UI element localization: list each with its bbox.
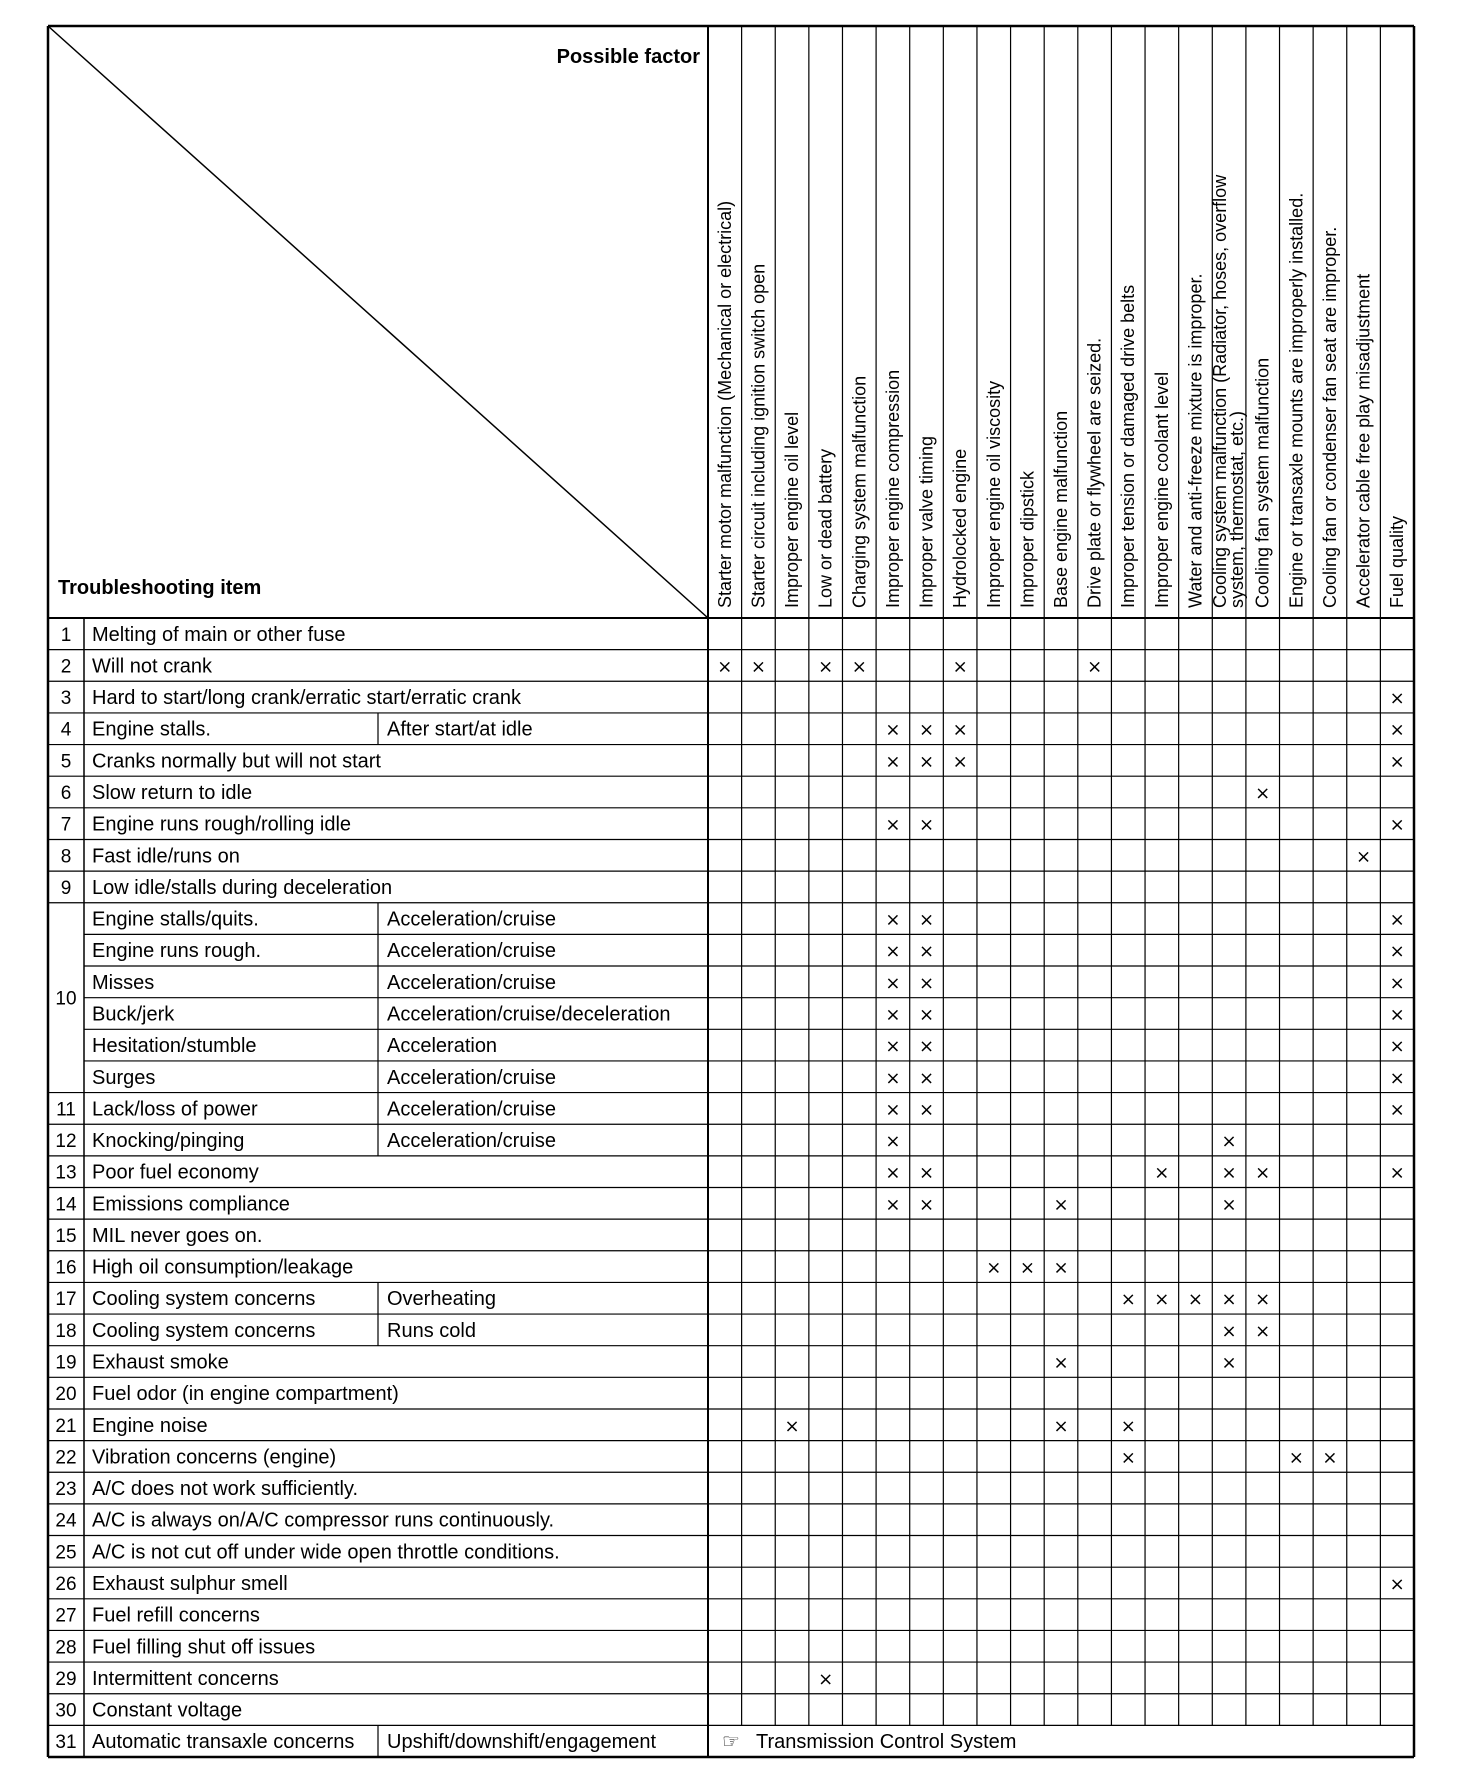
factor-mark: × [885,1131,901,1153]
factor-mark: × [1221,1289,1237,1311]
factor-mark: × [1389,1162,1405,1184]
row-item: Cooling system concerns [92,1288,316,1311]
factor-label-13 [1118,285,1138,608]
factor-mark: × [1288,1447,1304,1469]
table-row [55,1320,1270,1342]
table-row [61,845,1371,867]
factor-mark: × [1154,1289,1170,1311]
factor-mark: × [1053,1257,1069,1279]
factor-label-20 [1354,274,1374,608]
row-item: Automatic transaxle concerns [92,1731,355,1754]
row-item: Intermittent concerns [92,1667,279,1690]
factor-mark: × [918,909,935,931]
factor-mark: × [851,656,867,678]
factor-mark: × [885,1099,901,1121]
factor-label-text: Cooling system malfunction (Radiator, hoses, overflow [1210,174,1231,608]
row-condition: Acceleration/cruise [387,971,556,994]
factor-label-9 [984,381,1004,608]
table-row [61,655,1102,677]
row-item: Exhaust sulphur smell [92,1572,288,1595]
row-number: 28 [55,1637,77,1659]
row-number: 18 [55,1320,77,1342]
factor-mark: × [1053,1415,1069,1437]
factor-mark: × [1389,1099,1405,1121]
factor-label-11 [1051,411,1071,608]
table-row [55,1731,1016,1753]
table-row [61,814,1405,836]
factor-label-17 [1253,358,1273,608]
table-row [55,1636,315,1658]
table-row [55,1573,1404,1595]
row-number: 23 [55,1479,77,1501]
factor-mark: × [1389,972,1405,994]
row-item: Knocking/pinging [92,1130,245,1153]
factor-label-text: Improper engine compression [882,369,903,608]
row-number: 4 [60,719,72,741]
row-condition: Acceleration [387,1035,498,1058]
row-number: 31 [55,1732,77,1754]
factor-mark: × [885,751,901,773]
row-number: 19 [55,1352,77,1374]
row-number: 1 [60,624,72,646]
row-number: 17 [55,1289,77,1311]
factor-label-text: Charging system malfunction [849,375,870,608]
row-item: Fuel odor (in engine compartment) [92,1383,399,1406]
factor-mark: × [885,1162,901,1184]
table-row [61,687,1405,709]
factor-label-text: Improper dipstick [1017,470,1038,608]
row-item: Engine stalls. [92,718,211,741]
factor-mark: × [885,941,901,963]
row-number: 20 [55,1384,77,1406]
row-item: A/C is not cut off under wide open throttle conditions. [92,1541,560,1564]
factor-mark: × [918,972,935,994]
factor-mark: × [818,656,834,678]
factor-label-text: Improper engine oil viscosity [983,380,1004,608]
factor-mark: × [918,1004,935,1026]
factor-label-12 [1085,338,1105,608]
factor-label-text: Base engine malfunction [1051,410,1071,608]
row-item: Misses [92,971,155,994]
factor-mark: × [918,719,935,741]
row-condition: Acceleration/cruise [387,1098,556,1121]
row-item: A/C does not work sufficiently. [92,1478,359,1501]
factor-mark: × [1187,1289,1204,1311]
factor-mark: × [1389,719,1405,741]
factor-mark: × [750,656,766,678]
row-item: Cranks normally but will not start [92,750,381,773]
factor-mark: × [1255,1320,1271,1342]
row-item: Exhaust smoke [92,1351,229,1374]
table-row [92,1067,1405,1089]
factor-label-text: Improper tension or damaged drive belts [1118,284,1139,608]
factor-label-text: Starter circuit including ignition switch open [748,263,769,608]
factor-mark: × [1019,1257,1035,1279]
row-item: Buck/jerk [92,1003,175,1026]
factor-mark: × [952,656,968,678]
row-item: Melting of main or other fuse [92,623,346,646]
row-number: 11 [56,1099,76,1121]
factor-label-text: Accelerator cable free play misadjustment [1353,273,1374,608]
factor-label-text: Water and anti-freeze mixture is improper. [1185,273,1206,608]
factor-label-4 [816,449,836,608]
factor-mark: × [885,1067,901,1089]
row-number: 16 [55,1257,77,1279]
row-item: Will not crank [92,655,213,678]
row-item: A/C is always on/A/C compressor runs continuously. [92,1509,555,1532]
factor-mark: × [952,719,968,741]
table-row [92,940,1405,962]
table-row [55,1352,1236,1374]
factor-label-15 [1185,274,1205,608]
factor-label-6 [883,370,903,608]
row-number: 29 [55,1668,77,1690]
factor-label-10 [1017,470,1037,608]
row-item: Cooling system concerns [92,1319,316,1342]
row-condition: Acceleration/cruise [387,1130,556,1153]
row-item: Slow return to idle [92,782,253,805]
factor-mark: × [885,719,901,741]
row-number: 5 [60,751,72,773]
table-row [92,1035,1405,1057]
factor-mark: × [1322,1447,1338,1469]
factor-mark: × [1120,1447,1136,1469]
possible-factor-label: Possible factor [556,46,700,68]
table-row [55,1257,1068,1279]
row-number: 30 [55,1700,77,1722]
table-row [61,719,1405,741]
factor-mark: × [918,1194,935,1216]
row-item: Constant voltage [92,1699,243,1722]
table-row [56,1098,1405,1120]
row-number: 2 [60,656,72,678]
factor-mark: × [1154,1162,1170,1184]
factor-mark: × [717,656,733,678]
factor-mark: × [1053,1194,1069,1216]
table-row [55,1225,262,1247]
table-row [55,1668,833,1690]
row-number: 6 [60,783,72,805]
factor-mark: × [885,814,901,836]
row-item: Hesitation/stumble [92,1035,257,1058]
table-row [92,972,1405,994]
factor-mark: × [885,909,901,931]
row-condition: Acceleration/cruise [387,908,556,931]
factor-mark: × [1389,941,1405,963]
factor-mark: × [1389,1573,1405,1595]
row-number: 8 [60,846,72,868]
table-row [92,1003,1405,1025]
factor-mark: × [1221,1320,1237,1342]
row-item: Emissions compliance [92,1193,290,1216]
factor-label-text: Engine or transaxle mounts are improperly installed. [1286,192,1307,608]
factor-mark: × [986,1257,1002,1279]
factor-mark: × [818,1668,834,1690]
factor-mark: × [1087,656,1103,678]
row-item: Lack/loss of power [92,1098,258,1121]
factor-label-text: system, thermostat, etc.) [1227,410,1248,608]
factor-label-3 [782,412,802,608]
factor-label-text: Improper engine coolant level [1151,371,1172,608]
row-item: Fast idle/runs on [92,845,240,868]
row-item: Surges [92,1066,156,1089]
factor-label-1 [715,201,735,608]
table-row [55,1478,358,1500]
table-row [55,1541,559,1563]
factor-mark: × [918,1162,935,1184]
table-rows [55,624,1404,1753]
row-item: Engine runs rough/rolling idle [92,813,352,836]
row-note: Transmission Control System [756,1731,1017,1754]
table-row [55,1288,1270,1310]
row-item: Poor fuel economy [92,1161,259,1184]
row-number: 12 [55,1131,77,1153]
row-number: 24 [55,1510,77,1532]
factor-label-text: Improper engine oil level [782,411,803,608]
factor-mark: × [1389,688,1405,710]
factor-mark: × [1221,1131,1237,1153]
row-condition: Runs cold [387,1319,476,1342]
factor-mark: × [885,1004,901,1026]
factor-mark: × [1120,1289,1136,1311]
table-row [55,1130,1236,1152]
header-diagonal [48,26,708,618]
factor-label-5 [849,376,869,608]
factor-label-8 [950,449,970,608]
row-item: Fuel refill concerns [92,1604,260,1627]
factor-mark: × [918,1067,935,1089]
factor-label-text: Hydrolocked engine [950,448,971,608]
factor-mark: × [1389,1067,1405,1089]
factor-mark: × [952,751,968,773]
factor-mark: × [1389,751,1405,773]
factor-label-text: Cooling fan or condenser fan seat are improper. [1319,226,1340,608]
row-number: 10 [55,988,77,1010]
factor-mark: × [1221,1352,1237,1374]
row-condition: After start/at idle [387,718,533,741]
row-number: 27 [55,1605,77,1627]
row-condition: Acceleration/cruise/deceleration [387,1003,671,1026]
factor-mark: × [1053,1352,1069,1374]
row-item: Engine noise [92,1414,208,1437]
factor-label-2 [748,264,768,608]
troubleshooting-item-label: Troubleshooting item [58,577,262,599]
factor-label-text: Improper valve timing [916,435,937,608]
table-row [55,1605,259,1627]
table-row [61,877,392,899]
factor-label-7 [917,436,937,608]
factor-label-text: Cooling fan system malfunction [1252,357,1273,608]
factor-mark: × [885,1194,901,1216]
factor-label-19 [1320,227,1340,608]
row-item: Engine runs rough. [92,940,262,963]
factor-label-text: Fuel quality [1387,515,1408,608]
row-item: High oil consumption/leakage [92,1256,354,1279]
factor-label-text: Starter motor malfunction (Mechanical or electrical) [714,200,735,608]
factor-mark: × [885,972,901,994]
factor-label-21 [1387,516,1407,608]
table-row [55,1383,398,1405]
factor-mark: × [1389,814,1405,836]
factor-mark: × [1389,1004,1405,1026]
row-item: Hard to start/long crank/erratic start/erratic crank [92,687,522,710]
row-item: Engine stalls/quits. [92,908,259,931]
row-item: Fuel filling shut off issues [92,1636,316,1659]
factor-mark: × [918,1099,935,1121]
factor-mark: × [1255,783,1271,805]
row-number: 25 [55,1542,77,1564]
factor-mark: × [918,1036,935,1058]
row-number: 3 [60,688,72,710]
row-condition: Acceleration/cruise [387,940,556,963]
row-item: Vibration concerns (engine) [92,1446,337,1469]
factor-mark: × [918,941,935,963]
factor-mark: × [1221,1162,1237,1184]
factor-label-16 [1210,174,1247,608]
row-item: MIL never goes on. [92,1224,263,1247]
factor-mark: × [1120,1415,1136,1437]
table-row [55,1193,1236,1215]
row-number: 22 [55,1447,77,1469]
table-row [55,1162,1404,1184]
row-number: 9 [60,877,72,899]
factor-label-text: Drive plate or flywheel are seized. [1084,337,1105,608]
factor-mark: × [885,1036,901,1058]
factor-mark: × [918,751,935,773]
factor-label-18 [1286,193,1306,608]
row-condition: Upshift/downshift/engagement [387,1731,657,1754]
factor-mark: × [1221,1194,1237,1216]
row-number: 21 [55,1415,77,1437]
factor-mark: × [1356,846,1372,868]
row-number: 14 [55,1194,77,1216]
table-row [55,1510,554,1532]
factor-mark: × [1255,1289,1271,1311]
table-row [61,624,346,646]
row-condition: Overheating [387,1288,496,1311]
table-row [61,750,1405,772]
table-row [55,1415,1135,1437]
row-number: 13 [55,1162,77,1184]
factor-mark: × [1255,1162,1271,1184]
factor-mark: × [1389,1036,1405,1058]
note-icon: ☞ [722,1731,740,1754]
factor-label-14 [1152,372,1172,608]
factor-label-text: Low or dead battery [815,448,836,608]
row-number: 7 [60,814,72,836]
row-item: Low idle/stalls during deceleration [92,876,393,899]
row-number: 15 [55,1225,77,1247]
row-condition: Acceleration/cruise [387,1066,556,1089]
table-row [61,782,1271,804]
factor-labels [715,174,1407,608]
factor-mark: × [784,1415,800,1437]
row-number: 26 [55,1573,77,1595]
factor-mark: × [1389,909,1405,931]
factor-mark: × [918,814,935,836]
